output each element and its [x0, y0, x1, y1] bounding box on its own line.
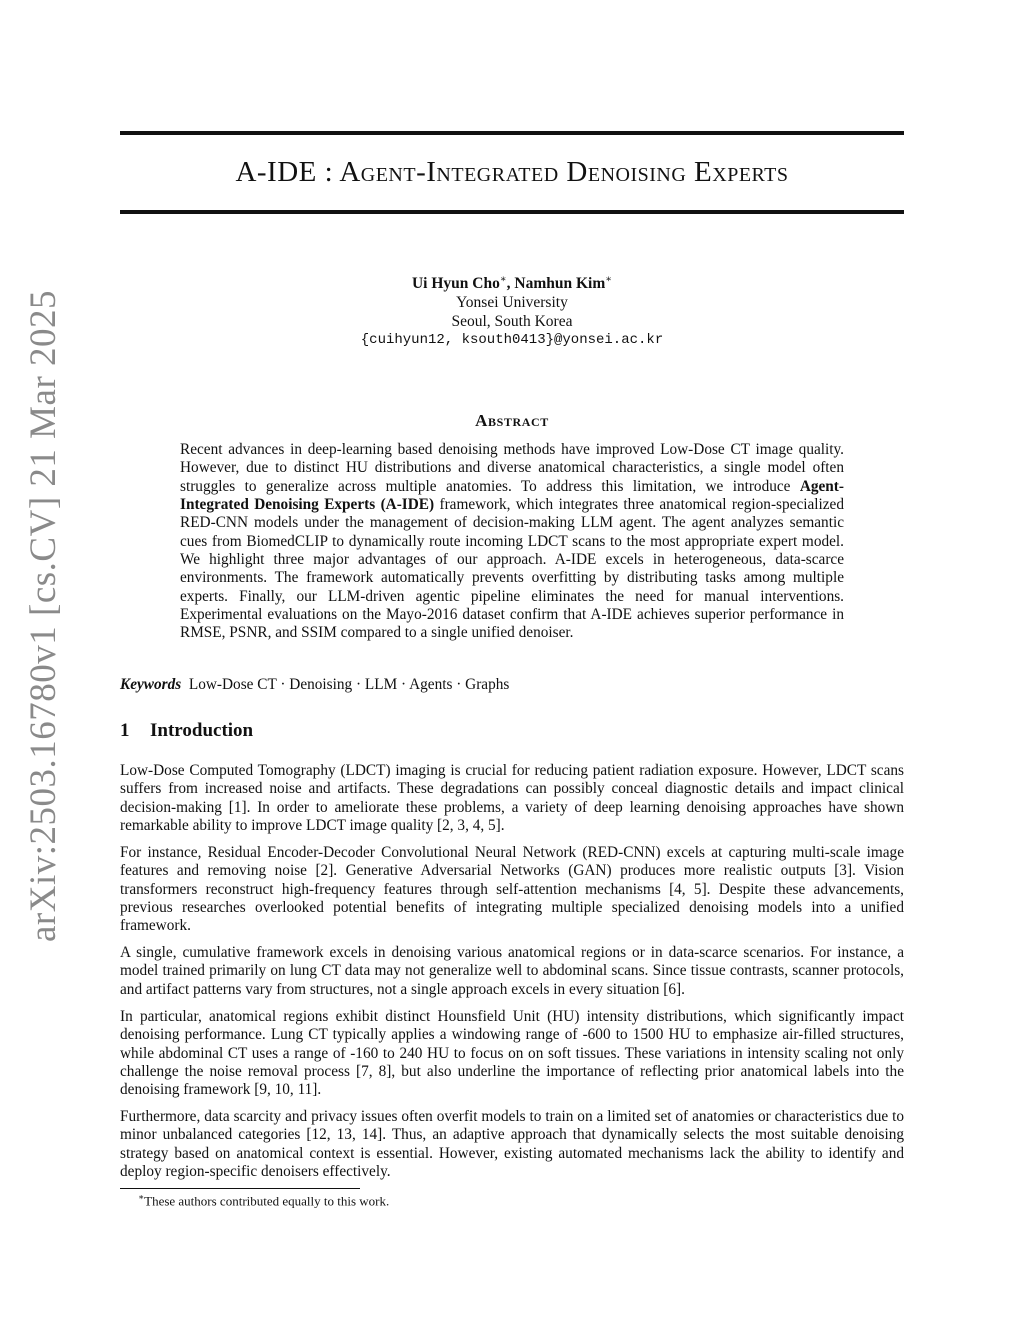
- author-location: Seoul, South Korea: [451, 313, 573, 331]
- paper-title: A-IDE : Agent-Integrated Denoising Experts: [235, 156, 789, 188]
- keywords-label: Keywords: [120, 676, 182, 693]
- author-names: Ui Hyun Cho∗, Namhun Kim∗: [411, 274, 613, 293]
- footnote-rule: [120, 1188, 360, 1189]
- author-name-2: Namhun Kim: [514, 275, 606, 293]
- footnote-marker: ∗: [138, 1192, 145, 1202]
- abstract-text-end: framework, which integrates three anatomical region-specialized RED-CNN models under the management of decision-making LLM agent. The agent analyzes semantic cues from BiomedCLIP to dynamically route incoming LDCT scans to the most appropriate expert model. We highlight three major advantages of our approach. A-IDE excels in heterogeneous, data-scarce environments. The framework automatically prevents overfitting by distributing tasks among multiple experts. Finally, our LLM-driven agentic pipeline eliminates the need for manual interventions. Experimental evaluations on the Mayo-2016 dataset confirm that A-IDE achieves superior performance in RMSE, PSNR, and SSIM compared to a single unified denoiser.: [180, 496, 844, 642]
- author-name-1: Ui Hyun Cho: [411, 275, 500, 293]
- author-marker-1: ∗: [499, 274, 507, 285]
- intro-paragraph-3: A single, cumulative framework excels in denoising various anatomical regions or in data-scarce scenarios. For instance, a model trained primarily on lung CT data may not generalize well to abdominal scans. Since tissue contrasts, scanner protocols, and artifact patterns vary from structures, not a single approach excels in every situation [6].: [120, 944, 904, 998]
- intro-paragraph-2: For instance, Residual Encoder-Decoder Convolutional Neural Network (RED-CNN) excels at capturing multi-scale image features and removing noise [2]. Generative Adversarial Networks (GAN) produces more realistic outputs [3]. Vision transformers reconstruct high-frequency features through self-attention mechanisms [4, 5]. Despite these advancements, previous researches overlooked potential benefits of integrating multiple specialized denoising models into a unified framework.: [120, 844, 904, 935]
- abstract-text-start: Recent advances in deep-learning based denoising methods have improved Low-Dose CT image quality. However, due to distinct HU distributions and diverse anatomical characteristics, a single model often struggles to generalize across multiple anatomies. To address this limitation, we introduce: [180, 441, 844, 495]
- intro-paragraph-4: In particular, anatomical regions exhibit distinct Hounsfield Unit (HU) intensity distributions, which significantly impact denoising performance. Lung CT typically applies a windowing range of -600 to 1500 HU to emphasize air-filled structures, while abdominal CT uses a range of -160 to 240 HU to focus on on soft tissues. These variations in intensity scaling not only challenge the noise removal process [7, 8], but also underline the importance of reflecting prior anatomical labels into the denoising framework [9, 10, 11].: [120, 1008, 904, 1099]
- author-block: [120, 270, 904, 350]
- footnote: [138, 1192, 389, 1209]
- footnote-text: These authors contributed equally to this work.: [144, 1193, 390, 1209]
- author-email: {cuihyun12, ksouth0413}@yonsei.ac.kr: [360, 332, 664, 349]
- author-marker-2: ∗: [605, 274, 613, 285]
- section-number: 1: [120, 720, 130, 741]
- intro-paragraph-1: Low-Dose Computed Tomography (LDCT) imaging is crucial for reducing patient radiation exposure. However, LDCT scans suffers from increased noise and artifacts. These degradations can possibly conceal diagnostic details and impact clinical decision-making [1]. In order to ameliorate these problems, a variety of deep learning denoising approaches have shown remarkable ability to improve LDCT image quality [2, 3, 4, 5].: [120, 762, 904, 835]
- section-heading-introduction: [120, 720, 253, 742]
- intro-paragraph-5: Furthermore, data scarcity and privacy issues often overfit models to train on a limited set of anatomies or characteristics due to minor unbalanced categories [12, 13, 14]. Thus, an adaptive approach that dynamically selects the most suitable denoising strategy based on anatomical context is essential. However, existing automated mechanisms lack the ability to identify and deploy region-specific denoisers effectively.: [120, 1108, 904, 1181]
- title-rule-bottom: [120, 210, 904, 214]
- keywords-line: [120, 676, 904, 694]
- abstract-framework-name: Agent-Integrated Denoising Experts (A-IDE): [180, 477, 844, 514]
- keywords-list: Low-Dose CT · Denoising · LLM · Agents · Graphs: [188, 676, 510, 693]
- abstract-text: [180, 441, 844, 643]
- arxiv-identifier-stamp: arXiv:2503.16780v1 [cs.CV] 21 Mar 2025: [23, 289, 64, 942]
- section-title: Introduction: [150, 720, 254, 741]
- author-affiliation: Yonsei University: [456, 294, 568, 312]
- title-rule-top: [120, 131, 904, 135]
- abstract-heading: Abstract: [475, 411, 549, 430]
